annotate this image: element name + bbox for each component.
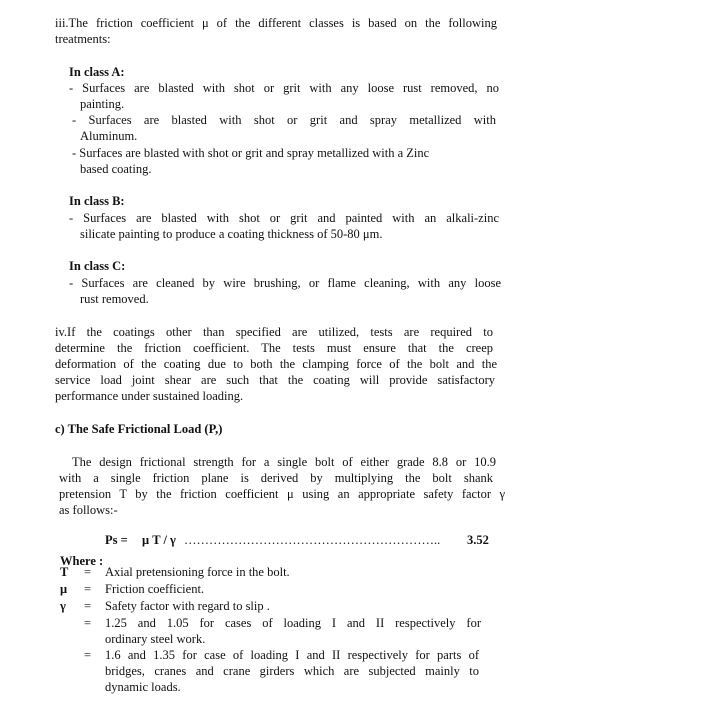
section-c-heading: c) The Safe Frictional Load (P,) (55, 422, 223, 436)
para-design-line-4: as follows:- (59, 503, 118, 517)
class-a-item-1-line-2: painting. (80, 97, 125, 111)
class-a-item-3-line-1: - Surfaces are blasted with shot or grit and spray metallized with a Zinc (72, 146, 430, 160)
equation-rhs: μ T / γ (142, 533, 176, 547)
case-1-line-2: ordinary steel work. (105, 632, 206, 646)
equals-sign: = (84, 616, 92, 630)
symbol-gamma: γ (60, 599, 66, 613)
para-iv-line-4: service load joint shear are such that the coating will provide satisfactory (55, 373, 495, 387)
para-iv-line-5: performance under sustained loading. (55, 389, 244, 403)
para-iv-line-3: deformation of the coating due to both the clamping force of the bolt and the (55, 357, 497, 371)
equation-lhs: Ps = (105, 533, 128, 547)
symbol-t: T (60, 565, 69, 579)
class-b-item-1-line-1: - Surfaces are blasted with shot or grit and painted with an alkali-zinc (69, 211, 499, 225)
definition-t: Axial pretensioning force in the bolt. (105, 565, 290, 579)
case-2-line-2: bridges, cranes and crane girders which are subjected mainly to (105, 664, 479, 678)
class-a-item-1-line-1: - Surfaces are blasted with shot or grit with any loose rust removed, no (69, 81, 499, 95)
class-a-item-2-line-1: - Surfaces are blasted with shot or grit and spray metallized with (72, 113, 496, 127)
equals-sign: = (84, 582, 92, 596)
para-iv-line-2: determine the friction coefficient. The tests must ensure that the creep (55, 341, 493, 355)
para-design-line-1: The design frictional strength for a single bolt of either grade 8.8 or 10.9 (72, 455, 496, 469)
para-iv-line-1: iv.If the coatings other than specified are utilized, tests are required to (55, 325, 493, 339)
class-a-item-2-line-2: Aluminum. (80, 129, 138, 143)
class-b-heading: In class B: (69, 194, 125, 208)
case-1-line-1: 1.25 and 1.05 for cases of loading I and II respectively for (105, 616, 481, 630)
class-c-item-1-line-2: rust removed. (80, 292, 149, 306)
equals-sign: = (84, 565, 92, 579)
equation-dots: …………………………………………………….. (184, 533, 441, 547)
class-c-item-1-line-1: - Surfaces are cleaned by wire brushing, or flame cleaning, with any loose (69, 276, 501, 290)
where-label: Where : (60, 554, 104, 568)
equals-sign: = (84, 648, 92, 662)
equals-sign: = (84, 599, 92, 613)
definition-mu: Friction coefficient. (105, 582, 205, 596)
class-a-heading: In class A: (69, 65, 125, 79)
definition-gamma: Safety factor with regard to slip . (105, 599, 270, 613)
para-design-line-3: pretension T by the friction coefficient μ using an appropriate safety factor γ (59, 487, 505, 501)
class-b-item-1-line-2: silicate painting to produce a coating thickness of 50-80 μm. (80, 227, 383, 241)
case-2-line-1: 1.6 and 1.35 for case of loading I and II respectively for parts of (105, 648, 479, 662)
para-iii-line-2: treatments: (55, 32, 111, 46)
symbol-mu: μ (60, 582, 68, 596)
case-2-line-3: dynamic loads. (105, 680, 181, 694)
equation-number: 3.52 (467, 533, 489, 547)
para-iii-line-1: iii.The friction coefficient μ of the different classes is based on the following (55, 16, 497, 30)
para-design-line-2: with a single friction plane is derived by multiplying the bolt shank (59, 471, 493, 485)
class-c-heading: In class C: (69, 259, 126, 273)
class-a-item-3-line-2: based coating. (80, 162, 152, 176)
